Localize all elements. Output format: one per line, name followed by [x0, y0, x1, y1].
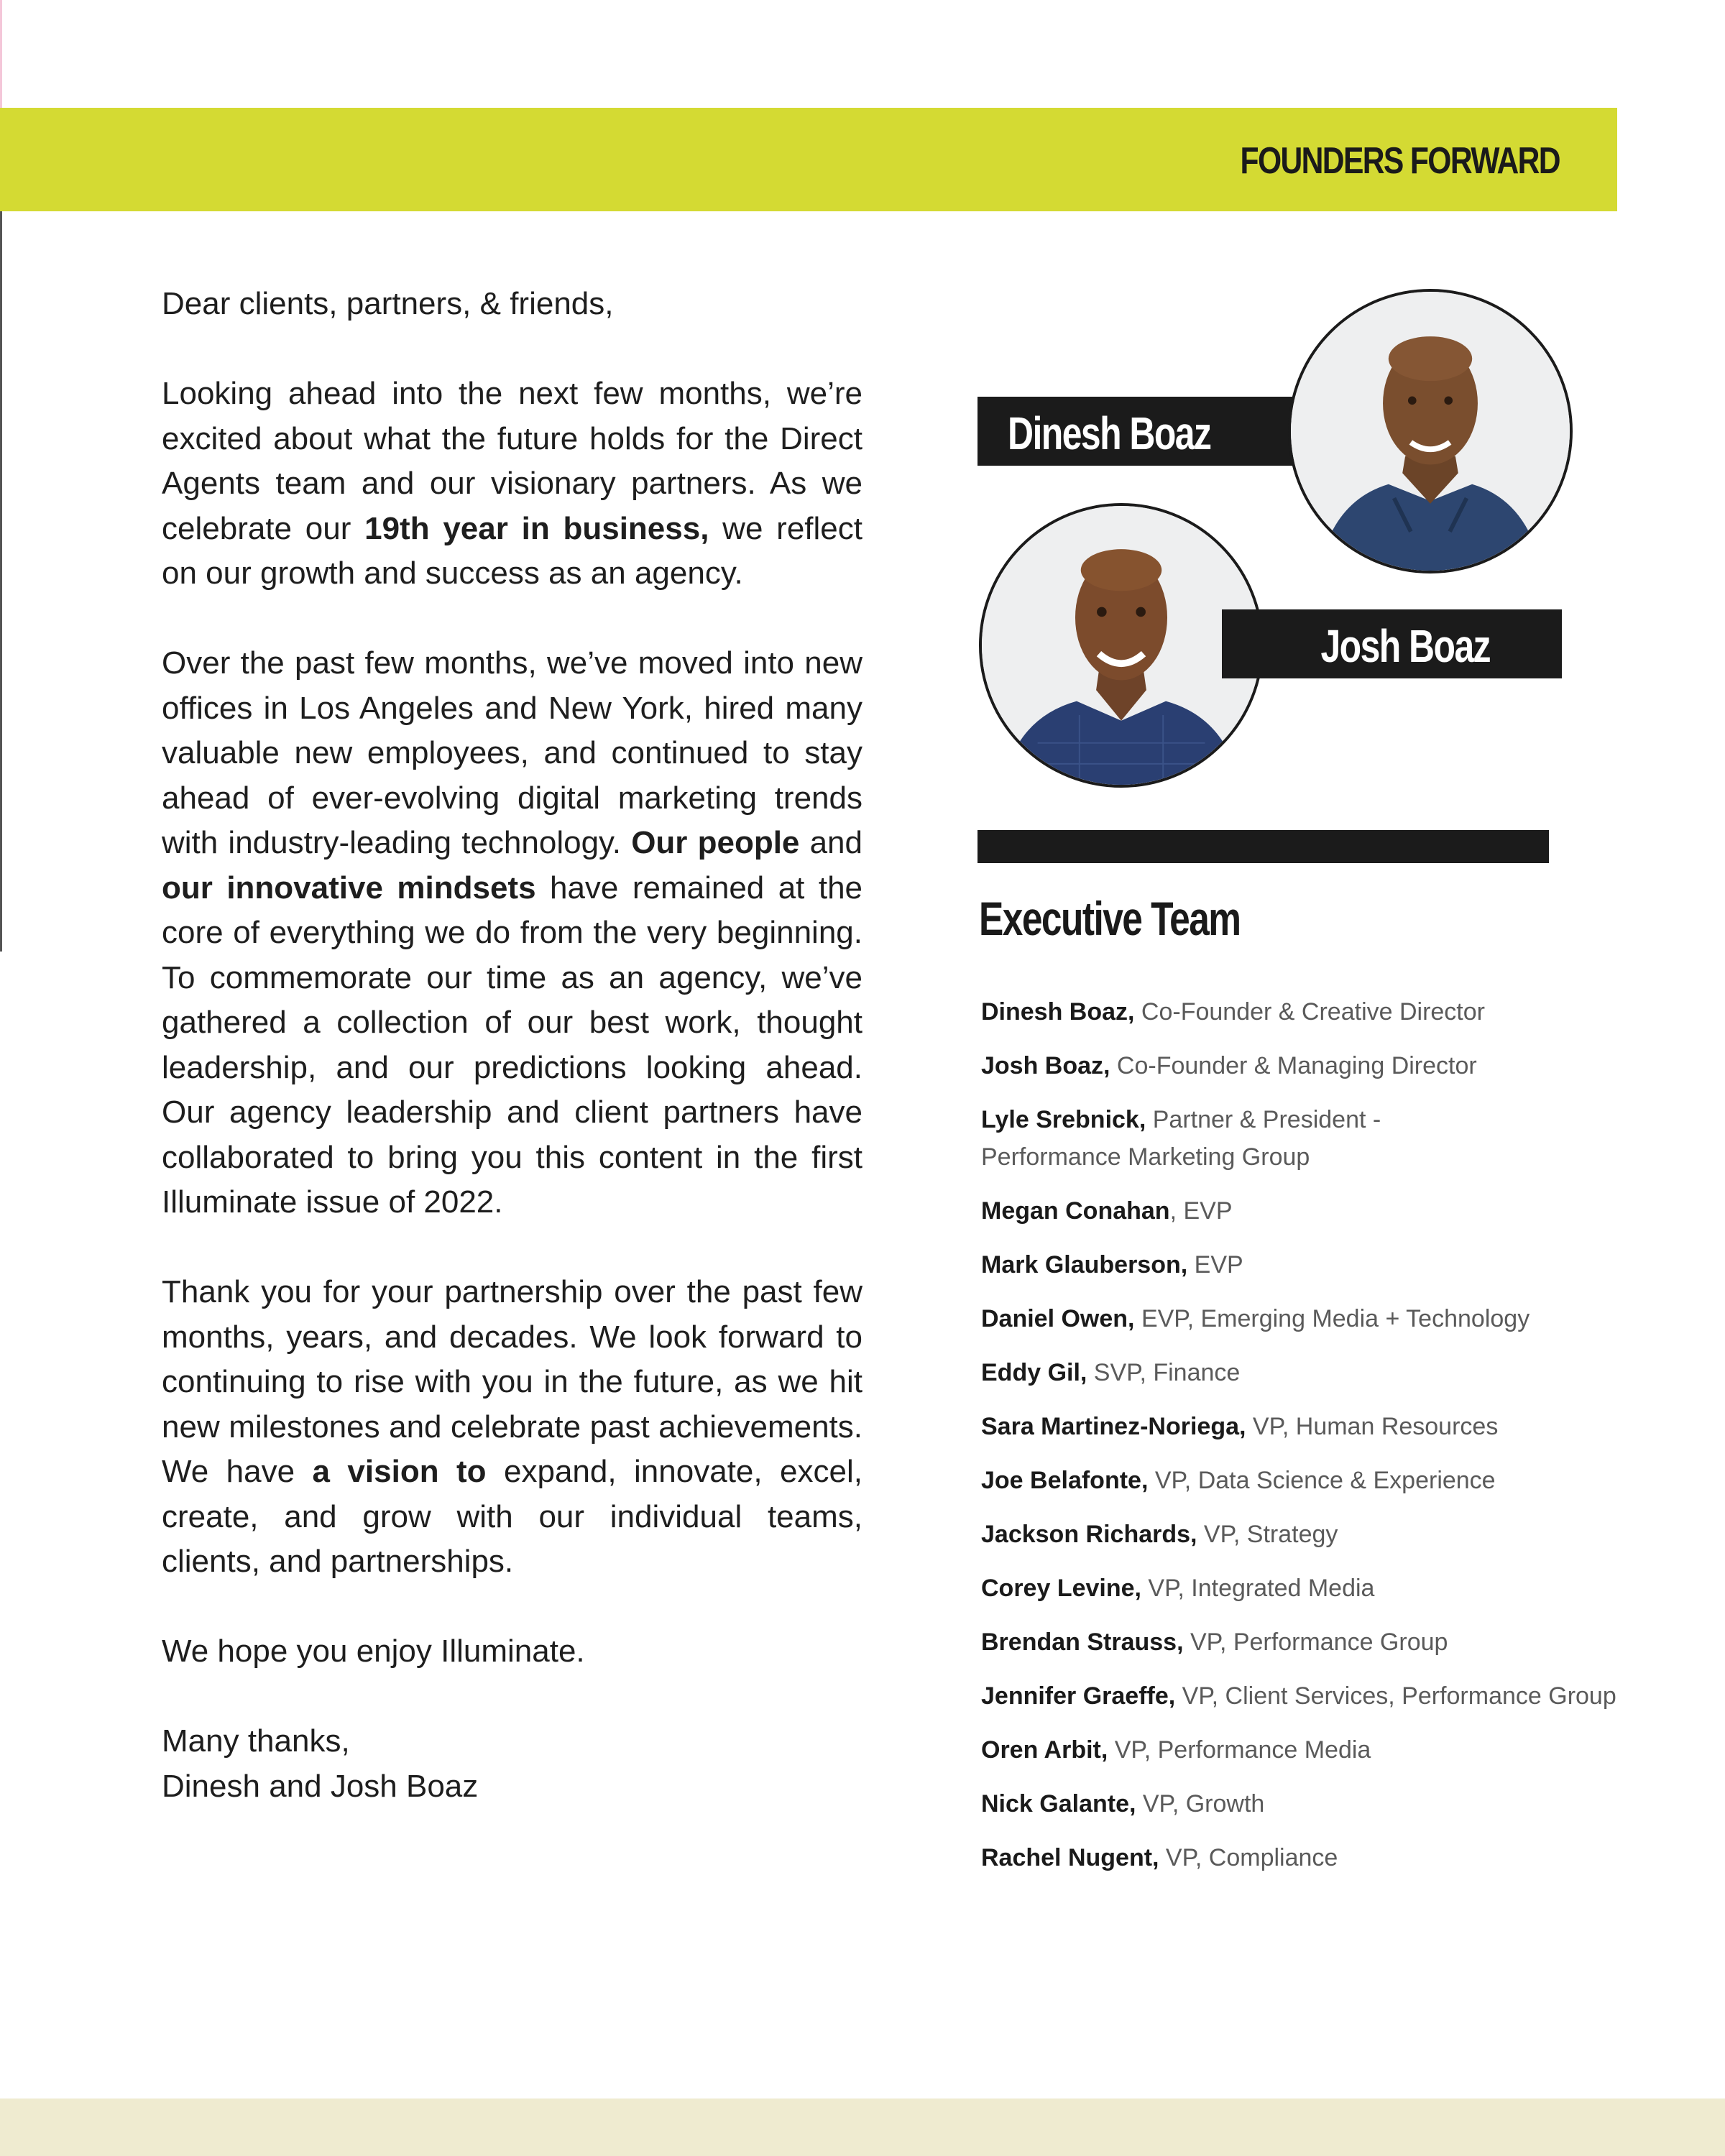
list-item	[981, 1354, 1628, 1391]
member-role: Co-Founder & Creative Director	[1134, 998, 1485, 1026]
list-item	[981, 993, 1628, 1031]
member-name: Eddy Gil,	[981, 1359, 1087, 1386]
member-name: Dinesh Boaz,	[981, 998, 1135, 1026]
member-role: VP, Performance Group	[1183, 1628, 1448, 1656]
portrait-photo-dinesh	[1288, 289, 1573, 573]
letter-greeting: Dear clients, partners, & friends,	[162, 286, 614, 321]
member-name: Jackson Richards,	[981, 1521, 1197, 1548]
member-name: Nick Galante,	[981, 1790, 1136, 1818]
executive-team-title: Executive Team	[979, 892, 1241, 945]
member-role: VP, Growth	[1136, 1790, 1265, 1818]
list-item	[981, 1785, 1628, 1823]
member-name: Sara Martinez-Noriega,	[981, 1413, 1246, 1440]
bold-text: our innovative mindsets	[162, 870, 536, 906]
list-item	[981, 1300, 1628, 1337]
bold-text: 19th year in business,	[364, 510, 709, 546]
signature-text: Dinesh and Josh Boaz	[162, 1768, 479, 1804]
member-name: Oren Arbit,	[981, 1736, 1108, 1764]
letter-paragraph-2	[162, 641, 862, 1225]
member-name: Corey Levine,	[981, 1575, 1141, 1602]
founder-name-bar-dinesh	[978, 397, 1308, 466]
list-item	[981, 1101, 1405, 1176]
letter-paragraph-3	[162, 1270, 862, 1585]
member-name: Josh Boaz,	[981, 1052, 1110, 1079]
list-item	[981, 1462, 1628, 1499]
member-name: Brendan Strauss,	[981, 1628, 1184, 1656]
executive-team-list	[981, 993, 1628, 1893]
list-item	[981, 1516, 1628, 1553]
section-title: FOUNDERS FORWARD	[1240, 140, 1560, 182]
member-name: Megan Conahan	[981, 1197, 1170, 1225]
member-role: EVP, Emerging Media + Technology	[1134, 1305, 1530, 1332]
founders-letter	[162, 282, 862, 1809]
bold-text: Our people	[631, 825, 800, 860]
footer-band	[0, 2099, 1725, 2156]
member-role: VP, Performance Media	[1108, 1736, 1371, 1764]
portrait-illustration	[1291, 292, 1570, 571]
founder-name-bar-josh	[1222, 609, 1562, 678]
list-item	[981, 1047, 1628, 1084]
member-role: VP, Human Resources	[1246, 1413, 1499, 1440]
member-name: Jennifer Graeffe,	[981, 1682, 1176, 1710]
list-item	[981, 1623, 1628, 1661]
bold-text: a vision to	[312, 1454, 487, 1489]
letter-signoff	[162, 1719, 862, 1809]
member-role: VP, Strategy	[1197, 1521, 1338, 1548]
letter-paragraph-4: We hope you enjoy Illuminate.	[162, 1634, 585, 1669]
member-role: SVP, Finance	[1087, 1359, 1241, 1386]
member-role: VP, Integrated Media	[1141, 1575, 1375, 1602]
founder-name-josh: Josh Boaz	[1320, 620, 1490, 672]
list-item	[981, 1839, 1628, 1876]
member-name: Lyle Srebnick,	[981, 1106, 1146, 1133]
portrait-illustration	[982, 506, 1261, 785]
text-run: have remained at the core of everything we do from the very beginning. To commemorate our time as an agency, we’ve gathered a collection of our best work, thought leadership, and our predictions looking ahead. Our agency leadership and client partners have collaborated to bring you this content in the first Illuminate issue of 2022.	[162, 870, 863, 1220]
member-name: Daniel Owen,	[981, 1305, 1135, 1332]
founder-name-dinesh: Dinesh Boaz	[1008, 407, 1211, 459]
list-item	[981, 1246, 1628, 1284]
text-run: we reflect on our growth and success as an agency.	[162, 510, 863, 591]
member-role: Partner & President - Performance Marketing Group	[981, 1106, 1381, 1171]
member-role: VP, Client Services, Performance Group	[1175, 1682, 1616, 1710]
member-role: Co-Founder & Managing Director	[1110, 1052, 1477, 1079]
header-band	[0, 108, 1617, 211]
portrait-photo-josh	[979, 503, 1264, 788]
text-run: Looking ahead into the next few months, we’re excited about what the future holds for the Direct Agents team and our visionary partners. As we celebrate our	[162, 376, 862, 546]
edge-line	[0, 211, 2, 952]
list-item	[981, 1731, 1628, 1769]
text-run: expand, innovate, excel, create, and grow with our individual teams, clients, and partnerships.	[162, 1454, 862, 1579]
member-name: Joe Belafonte,	[981, 1467, 1149, 1494]
member-role: , EVP	[1169, 1197, 1233, 1225]
text-run: Over the past few months, we’ve moved into new offices in Los Angeles and New York, hired many valuable new employees, and continued to stay ahead of ever-evolving digital marketing trends with industry-leading technology.	[162, 645, 862, 860]
list-item	[981, 1570, 1628, 1607]
member-name: Rachel Nugent,	[981, 1844, 1159, 1871]
section-divider	[978, 830, 1549, 863]
text-run: Thank you for your partnership over the past few months, years, and decades. We look forward to continuing to rise with you in the future, as we hit new milestones and celebrate past achievements. We have	[162, 1274, 862, 1489]
member-role: EVP	[1187, 1251, 1243, 1279]
list-item	[981, 1677, 1628, 1715]
signoff-text: Many thanks,	[162, 1723, 350, 1759]
member-role: VP, Data Science & Experience	[1148, 1467, 1496, 1494]
member-role: VP, Compliance	[1159, 1844, 1338, 1871]
text-run: and	[799, 825, 862, 860]
list-item	[981, 1192, 1628, 1230]
letter-paragraph-1	[162, 372, 862, 596]
list-item	[981, 1408, 1628, 1445]
edge-line-top	[0, 0, 2, 108]
member-name: Mark Glauberson,	[981, 1251, 1188, 1279]
